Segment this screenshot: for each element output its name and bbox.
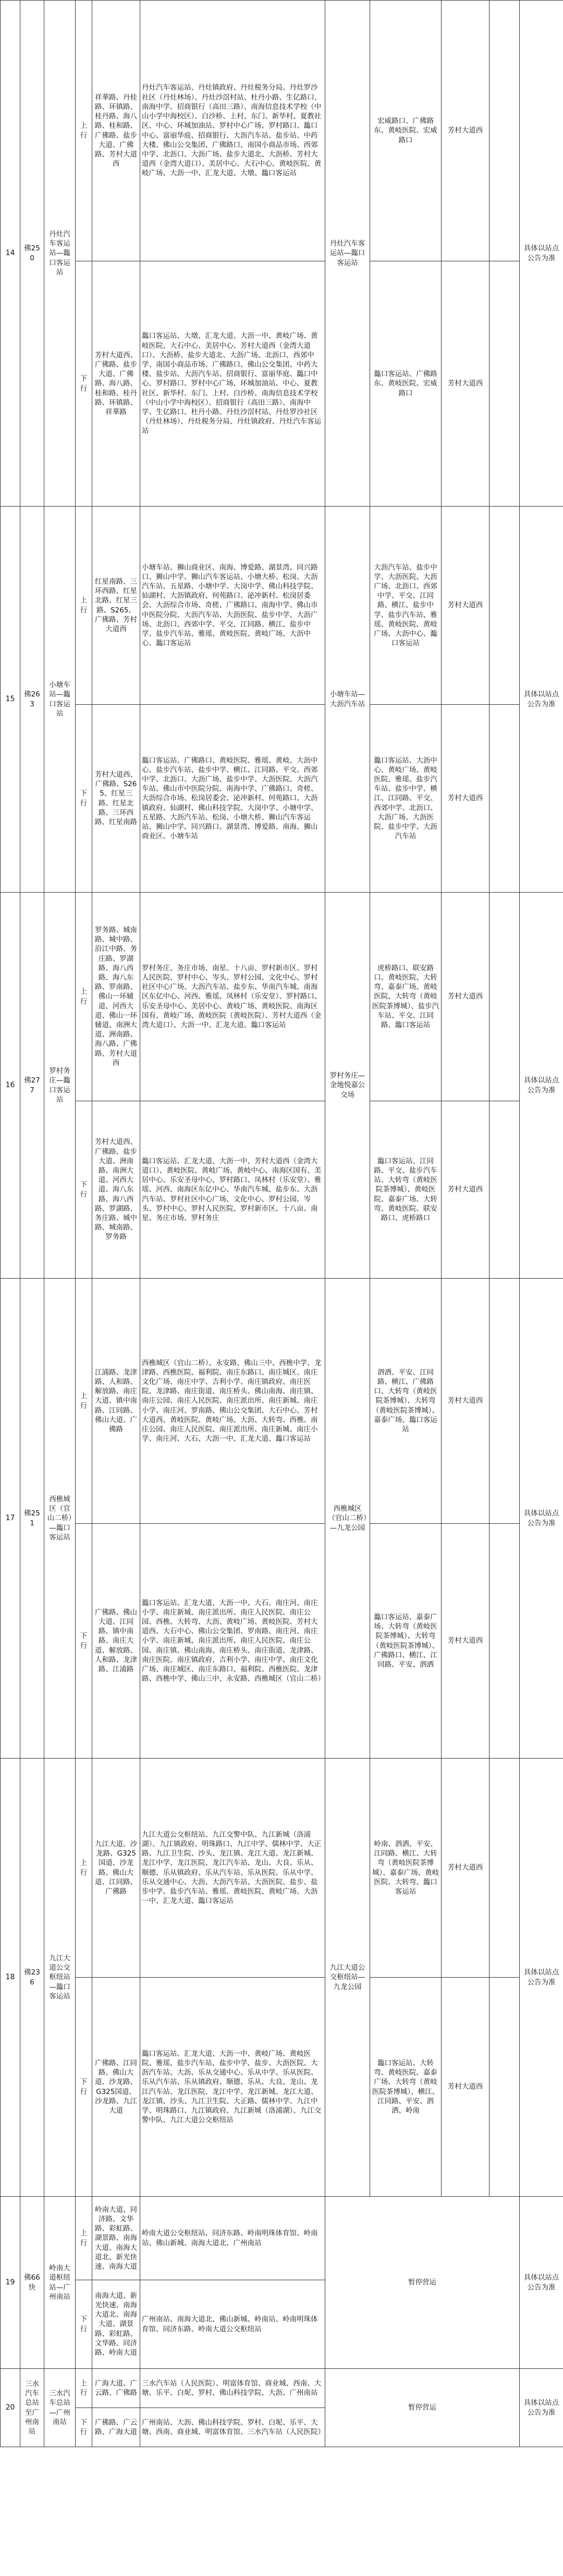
restore-cell: 芳村大道西 <box>442 507 489 705</box>
note-cell: 具体以站点公告为准 <box>520 2197 563 2369</box>
ends-cell: 西樵城区（官山二桥）—瀶口客运站 <box>44 1279 76 1759</box>
seq-cell: 19 <box>1 2197 20 2369</box>
stops-cell: 西樵城区（官山二桥）、永安路、佛山三中、西樵中学、龙津路、西樵医院、福利院、南庄东路口、南庄城区、南庄文化广场、南庄中学、吉利小学、南庄镇政府、南庄医院、龙津路、南庄街道、南庄桥头、佛山南海、南庄镇、南庄公园、南庄人民医院、南庄派出所、南庄新城、南庄小学、南庄河、罗南路、佛山公交集团、大石中心、芳村大道西、黄岐医院、黄岐广场、大沥、大转弯、西樵、南庄公园、南庄人民医院、南庄派出所、南庄新城、南庄小学、南庄河、大石、大沥一中、汇龙大道、瀶口客运站 <box>140 1279 325 1524</box>
blank-cell <box>489 1101 520 1279</box>
roads-cell: 广佛路、广云路、广海大道 <box>92 2408 140 2447</box>
direction-cell: 上行 <box>76 2369 92 2408</box>
ends-cell: 岭南大道枢纽站—广州南站 <box>44 2197 76 2369</box>
change-stops-cell: 岭南、泗洒、平安、江同路、横江、大转弯（黄岐医院茶博城）、嘉泰广场、黄岐医院、大转弯、瀶口客运站 <box>370 1759 442 1978</box>
seq-cell: 20 <box>1 2369 20 2447</box>
stops-cell: 广州南站、南海大道北、佛山新城、岭南站、岭南明珠体育馆、同济东路、岭南大道公交枢纽站 <box>140 2280 325 2369</box>
seq-cell: 16 <box>1 893 20 1279</box>
line-cell: 佛236 <box>20 1759 44 2197</box>
direction-cell: 上行 <box>76 893 92 1101</box>
table-row <box>1 705 563 893</box>
table-row <box>1 1101 563 1279</box>
blank-cell <box>489 1759 520 1978</box>
restore-cell: 芳村大道西 <box>442 1524 489 1759</box>
line-cell: 佛66快 <box>20 2197 44 2369</box>
table-row <box>1 1978 563 2197</box>
stops-cell: 瀶口客运站、大墩、汇龙大道、大沥一中、黄岐广场、黄岐医院、大石中心、美居中心、芳村大道西（金湾大道口）、大沥桥、盐步大道北、大沥广场、北沥口、西郊中学、南国小商品市场、广佛路口、佛山公交集团、中药大楼、盐步站、大沥汽车站、招商银行、富丽华庭、瀶口中心、罗村路口、罗村中心广场、环城加油站、中心、夏教社区、新华村、东门、上村、白沙桥、南海信息技术学校（中山小学中海校区）、招商银行（高田三路）、南海中学、生亿路口、杜丹小路、丹灶沙滘村站、丹灶罗沙社区（丹灶林场）、丹灶税务分局、丹灶镇政府、丹灶汽车客运站 <box>140 261 325 507</box>
line-cell: 佛250 <box>20 1 44 507</box>
restore-cell: 芳村大道西 <box>442 1759 489 1978</box>
stops-cell: 丹灶汽车客运站、丹灶镇政府、丹灶税务分局、丹灶罗沙社区（丹灶林场）、丹灶沙滘村站、杜丹小路、生亿路口、南海中学、招商银行（高田三路）、南海信息技术学校（中山小学中海校区）、白沙桥、上村、东门、新华村、夏教社区、中心、环城加油站、罗村中心广场、罗村路口、瀶口中心、富丽华庭、招商银行、大沥汽车站、盐步站、中药大楼、佛山公交集团、广佛路口、南国小商品市场、西郊中学、北沥口、大沥广场、盐步大道北、大沥桥、芳村大道西（金湾大道口）、美居中心、大石中心、黄岐医院、黄岐广场、大沥一中、汇龙大道、大墩、瀶口客运站 <box>140 1 325 261</box>
table-row <box>1 1 563 261</box>
change-stops-cell: 瀶口客运站、嘉泰广场、大转弯（黄岐医院茶博城）、大转弯（黄岐医院茶博城）、广佛路口、横江、江同路、平安、泗洒 <box>370 1524 442 1759</box>
change-stops-cell: 大沥汽车站、盐步中学、大沥医院、大沥广场、北沥口、西郊中学、平交、江同路、横江、盐步中学、盐步汽车站、雅瑶、黄岐医院、黄岐广场、大沥中心、瀶口客运站 <box>370 507 442 705</box>
change-stops-cell: 宏威路口、广佛路东、黄岐医院、宏威路口 <box>370 1 442 261</box>
restore-cell: 芳村大道西 <box>442 261 489 507</box>
roads-cell: 罗务路、城南路、城中路、沿江中路、务庄路、罗湖路、海八西路、海八东路、罗南路、佛山一环辅道、河西大道、佛山一环辅道、南洲大道、洲南路、海八路、广佛路、芳村大道西 <box>92 893 140 1101</box>
blank-cell <box>489 893 520 1101</box>
direction-cell: 下行 <box>76 1101 92 1279</box>
table-row <box>1 893 563 1101</box>
roads-cell: 江浦路、龙津路、人和路、解放路、南庄大道、镇中南路、江同路、佛山大道、广佛路 <box>92 1279 140 1524</box>
direction-cell: 上行 <box>76 1279 92 1524</box>
direction-cell: 下行 <box>76 261 92 507</box>
seq-cell: 17 <box>1 1279 20 1759</box>
direction-cell: 下行 <box>76 1978 92 2197</box>
stops-cell: 岭南大道公交枢纽站、同济东路、岭南明珠体育馆、岭南站、佛山新城、南海大道北、广州南站 <box>140 2197 325 2280</box>
blank-cell <box>489 1279 520 1524</box>
change-stops-cell: 瀶口客运站、大沥中心、黄岐广场、黄岐医院、雅瑶、盐步汽车站、盐步中学、横江、江同路、平交、西郊中学、北沥口、大沥广场、大沥医院、盐步中学、大沥汽车站 <box>370 705 442 893</box>
change-stops-cell: 虎桥路口、联安路口、黄岐医院、大转弯、嘉泰广场、黄岐医院、大转弯（黄岐医院茶博城）、盐步汽车站、平交、江同路、瀶口客运站 <box>370 893 442 1101</box>
stops-cell: 瀶口客运站、汇龙大道、大沥一中、芳村大道西（金湾大道口）、黄岐医院、黄岐广场、黄岐中心、南海区国有、美居中心、乐安圣母中心、罗村路口、凤林村（乐安堂）、雅瑶、河西、南海区东亿中心、华南汽车城、盐步东、大沥汽车站、罗村社区中心广场、文化中心、罗村公园、岑头、罗村中心、罗村人民医院、罗村新市区、十八亩、南星、务庄市场、罗村务庄 <box>140 1101 325 1279</box>
ends-cell: 九江大道公交枢纽站—瀶口客运站 <box>44 1759 76 2197</box>
table-row <box>1 2197 563 2280</box>
line-cell: 佛251 <box>20 1279 44 1759</box>
roads-cell: 芳村大道西、广佛路、盐步大道、洲南路、南洲大道、河西大道、海八东路、海八西路、罗湖路、务庄路、城中路、城南路、罗务路 <box>92 1101 140 1279</box>
direction-cell: 上行 <box>76 1 92 261</box>
table-row <box>1 1759 563 1978</box>
table-row <box>1 1524 563 1759</box>
roads-cell: 广佛路、江同路、佛山大道、沙龙路、G325国道、沙龙路、九江大道 <box>92 1978 140 2197</box>
stops-cell: 小塘车站、狮山商业区、南海、博爱路、湖景湾、同兴路口、狮山中学、狮山汽车客运站、小塘大桥、松岗、大沥汽车站、五星路、小塘中学、大岗中学、佛山科技学院、仙湖村、大沥镇政府、何苑路口、泌冲新村、松岗居委会、大沥综合市场、奇槎、广佛路口、南海中学、佛山市中医院分院、大沥汽车站、大沥医院、盐步中学、大沥广场、北沥口、西郊中学、平交、江同路、横江、盐步中学、盐步汽车站、雅瑶、黄岐医院、黄岐广场、大沥中心、瀶口客运站 <box>140 507 325 705</box>
change-stops-cell: 瀶口客运站、大转弯、黄岐医院、嘉泰广场、大转弯（黄岐医院茶博城）、横江、江同路、平安、泗洒、岭南 <box>370 1978 442 2197</box>
line-cell: 佛263 <box>20 507 44 893</box>
change-route-cell: 罗村务庄—金地悦嘉公交场 <box>325 893 370 1279</box>
blank-cell <box>489 705 520 893</box>
ends-cell: 小塘车站—瀶口客运站 <box>44 507 76 893</box>
roads-cell: 芳村大道西、广佛路、S265、红星三路、红星北路、三环西路、红星南路 <box>92 705 140 893</box>
ends-cell: 三水汽车总站—广州南站 <box>44 2369 76 2447</box>
note-cell: 具体以站点公告为准 <box>520 893 563 1279</box>
line-cell: 三水汽车总站至广州南站 <box>20 2369 44 2447</box>
table-row <box>1 2369 563 2408</box>
seq-cell: 18 <box>1 1759 20 2197</box>
table-row <box>1 507 563 705</box>
roads-cell: 广海大道、广云路、广佛路 <box>92 2369 140 2408</box>
restore-cell: 芳村大道西 <box>442 1101 489 1279</box>
change-stops-cell: 瀶口客运站、广佛路东、黄岐医院、宏威路口 <box>370 261 442 507</box>
restore-cell: 芳村大道西 <box>442 1978 489 2197</box>
suspended-cell: 暂停营运 <box>325 2197 520 2369</box>
change-route-cell: 小塘车站—大沥汽车站 <box>325 507 370 893</box>
note-cell: 具体以站点公告为准 <box>520 2369 563 2447</box>
seq-cell: 15 <box>1 507 20 893</box>
restore-cell: 芳村大道西 <box>442 893 489 1101</box>
blank-cell <box>489 1978 520 2197</box>
blank-cell <box>489 1 520 261</box>
blank-cell <box>489 261 520 507</box>
ends-cell: 罗村务庄—瀶口客运站 <box>44 893 76 1279</box>
stops-cell: 三水汽车站（人民医院）、明富体育馆、商业城、西南、大塘、乐平、白坭、罗村、佛山科技学院、大沥、广州南站 <box>140 2369 325 2408</box>
direction-cell: 下行 <box>76 2280 92 2369</box>
change-route-cell: 西樵城区（官山二桥）—九龙公园 <box>325 1279 370 1759</box>
restore-cell: 芳村大道西 <box>442 1279 489 1524</box>
stops-cell: 瀶口客运站、汇龙大道、大沥一中、黄岐广场、黄岐医院、雅瑶、盐步汽车站、盐步中学、盐步、大沥医院、大沥汽车站、大沥、乐从交通中心、乐从中学、乐从医院、乐从汽车站、乐从镇政府、顺德、乐从、大良、龙山、龙江汽车站、龙江医院、龙江中学、龙江新城、龙江大道、龙江镇、沙头、九江卫生院、大正路、儒林中学、九江中学、明珠路口、九江镇政府、九江新城（洛浦湖）、九江交警中队、九江大道公交枢纽站 <box>140 1978 325 2197</box>
blank-cell <box>489 1524 520 1759</box>
suspended-cell: 暂停营运 <box>325 2369 520 2447</box>
note-cell: 具体以站点公告为准 <box>520 1 563 507</box>
stops-cell: 罗村务庄、务庄市场、南星、十八亩、罗村新市区、罗村人民医院、罗村中心、岑头、罗村公园、文化中心、罗村社区中心广场、大沥汽车站、盐步东、华南汽车城、南海区东亿中心、河西、雅瑶、凤林村（乐安堂）、罗村路口、乐安圣母中心、美居中心、黄岐广场、黄岐医院、南海区国有、黄岐广场、黄岐医院（黄岐医院）、芳村大道西（金湾大道口）、大沥一中、汇龙大道、瀶口客运站 <box>140 893 325 1101</box>
note-cell: 具体以站点公告为准 <box>520 1279 563 1759</box>
restore-cell: 芳村大道西 <box>442 705 489 893</box>
roads-cell: 芳村大道西、广佛路、盐步大道、广佛路、海八路、桂和路、桂丹路、环镇路、祥華路 <box>92 261 140 507</box>
direction-cell: 下行 <box>76 2408 92 2447</box>
stops-cell: 广州南站、大沥、佛山科技学院、罗村、白坭、乐平、大塘、西南、商业城、明富体育馆、三水汽车站（人民医院） <box>140 2408 325 2447</box>
roads-cell: 广佛路、佛山大道、江同路、镇中南路、南庄大道、解放路、人和路、龙津路、江浦路 <box>92 1524 140 1759</box>
roads-cell: 南海大道、新光快速、南海大道北、南海大道、湖景路、彩虹路、文华路、同济路、岭南大道 <box>92 2280 140 2369</box>
table-row <box>1 1279 563 1524</box>
change-route-cell: 丹灶汽车客运站—瀶口客运站 <box>325 1 370 507</box>
ends-cell: 丹灶汽车客运站—瀶口客运站 <box>44 1 76 507</box>
direction-cell: 下行 <box>76 1524 92 1759</box>
stops-cell: 瀶口客运站、广佛路口、黄岐医院、雅瑶、黄岐、大沥中心、盐步汽车站、盐步中学、横江、江同路、平交、西郊中学、北沥口、大沥广场、盐步中学、大沥医院、大沥汽车站、佛山市中医院分院、南海中学、广佛路口、奇槎、大沥综合市场、松岗居委会、泌冲新村、何苑路口、大沥镇政府、仙湖村、佛山科技学院、大岗中学、小塘中学、五星路、大沥汽车站、松岗、小塘大桥、狮山汽车客运站、狮山中学、同兴路口、湖景湾、博爱路、南海、狮山商业区、小塘车站 <box>140 705 325 893</box>
seq-cell: 14 <box>1 1 20 507</box>
line-cell: 佛277 <box>20 893 44 1279</box>
direction-cell: 上行 <box>76 507 92 705</box>
table-row <box>1 261 563 507</box>
restore-cell: 芳村大道西 <box>442 1 489 261</box>
roads-cell: 红星南路、三环西路、红星北路、红星三路、S265、广佛路、芳村大道西 <box>92 507 140 705</box>
direction-cell: 下行 <box>76 705 92 893</box>
change-stops-cell: 瀶口客运站、江同路、平交、盐步汽车站、大转弯（黄岐医院茶博城）、黄岐医院、嘉泰广场、大转弯、黄岐医院、联安路口、虎桥路口 <box>370 1101 442 1279</box>
roads-cell: 岭南大道、同济路、文华路、彩虹路、湖景路、南海大道、南海大道北、新光快速、南海大道 <box>92 2197 140 2280</box>
change-stops-cell: 泗洒、平安、江同路、横江、广佛路口、大转弯（黄岐医院茶博城）、大转弯（黄岐医院茶博城）、嘉泰广场、瀶口客运站 <box>370 1279 442 1524</box>
stops-cell: 瀶口客运站、汇龙大道、大沥一中、大石、南庄河、南庄小学、南庄新城、南庄派出所、南庄人民医院、南庄公园、西樵、大转弯、大沥、黄岐广场、黄岐医院、芳村大道西、大石中心、佛山公交集团、罗南路、南庄河、南庄小学、南庄新城、南庄派出所、南庄人民医院、南庄公园、南庄镇、佛山南海、南庄桥头、南庄街道、龙津路、南庄医院、南庄镇政府、吉利小学、南庄中学、南庄文化广场、南庄城区、南庄东路口、福利院、西樵医院、龙津路、西樵中学、佛山三中、永安路、西樵城区（官山二桥） <box>140 1524 325 1759</box>
direction-cell: 上行 <box>76 2197 92 2280</box>
blank-cell <box>489 507 520 705</box>
roads-cell: 九江大道、沙龙路、G325国道、沙龙路、佛山大道、江同路、广佛路 <box>92 1759 140 1978</box>
roads-cell: 祥華路、丹桂路、环镇路、桂丹路、海八路、桂和路、广佛路、盐步大道、广佛路、芳村大道西 <box>92 1 140 261</box>
note-cell: 具体以站点公告为准 <box>520 507 563 893</box>
change-route-cell: 九江大道公交枢纽站—九龙公园 <box>325 1759 370 2197</box>
note-cell: 具体以站点公告为准 <box>520 1759 563 2197</box>
stops-cell: 九江大道公交枢纽站、九江交警中队、九江新城（洛浦湖）、九江镇政府、明珠路口、九江中学、儒林中学、大正路、九江卫生院、沙头、龙江镇、龙江大道、龙江新城、龙江中学、龙江医院、龙江汽车站、龙山、大良、乐从、顺德、乐从镇政府、乐从汽车站、乐从医院、乐从中学、乐从交通中心、大沥、大沥汽车站、大沥医院、盐步、盐步中学、盐步汽车站、雅瑶、黄岐医院、黄岐广场、大沥一中、汇龙大道、瀶口客运站 <box>140 1759 325 1978</box>
direction-cell: 上行 <box>76 1759 92 1978</box>
